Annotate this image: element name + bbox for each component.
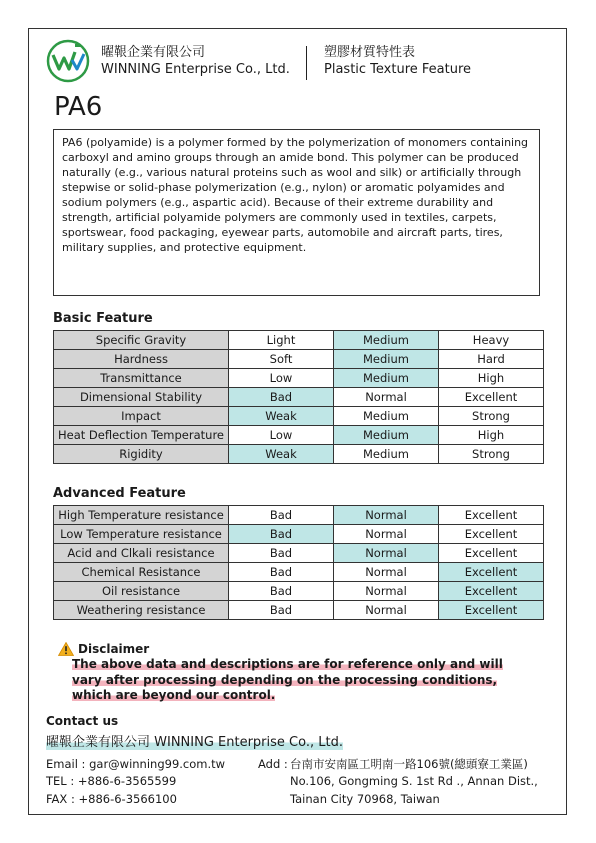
feature-option: High <box>439 369 544 388</box>
feature-row <box>54 369 544 388</box>
feature-option-selected: Weak <box>229 445 334 464</box>
feature-label: Rigidity <box>54 445 229 464</box>
feature-label: Weathering resistance <box>54 601 229 620</box>
feature-row <box>54 563 544 582</box>
feature-option: Excellent <box>439 506 544 525</box>
material-name: PA6 <box>54 92 103 122</box>
feature-option: Normal <box>334 525 439 544</box>
feature-option: Normal <box>334 601 439 620</box>
contact-address-line1: 台南市安南區工明南一路106號(總頭寮工業區) <box>290 757 528 771</box>
feature-option-selected: Excellent <box>439 563 544 582</box>
feature-option-selected: Excellent <box>439 601 544 620</box>
company-name-zh: 曜鞎企業有限公司 <box>101 45 206 60</box>
basic-feature-table <box>53 330 544 464</box>
disclaimer-title: Disclaimer <box>78 642 150 656</box>
feature-option: Bad <box>229 582 334 601</box>
contact-tel[interactable]: TEL : +886-6-3565599 <box>46 774 177 788</box>
feature-option: Low <box>229 369 334 388</box>
feature-label: Low Temperature resistance <box>54 525 229 544</box>
feature-option: Medium <box>334 407 439 426</box>
feature-row <box>54 445 544 464</box>
feature-row <box>54 582 544 601</box>
feature-row <box>54 506 544 525</box>
doc-title-en: Plastic Texture Feature <box>324 62 472 77</box>
feature-label: Hardness <box>54 350 229 369</box>
feature-row <box>54 525 544 544</box>
feature-label: Chemical Resistance <box>54 563 229 582</box>
feature-row <box>54 331 544 350</box>
contact-fax: FAX : +886-6-3566100 <box>46 792 177 806</box>
feature-option: Bad <box>229 544 334 563</box>
feature-option-selected: Weak <box>229 407 334 426</box>
basic-feature-title: Basic Feature <box>53 311 153 326</box>
feature-option: Medium <box>334 445 439 464</box>
contact-address-line3: Tainan City 70968, Taiwan <box>290 792 440 806</box>
disclaimer-text-block <box>72 657 522 704</box>
feature-option: Heavy <box>439 331 544 350</box>
feature-label: Transmittance <box>54 369 229 388</box>
contact-title: Contact us <box>46 714 119 728</box>
feature-option: Strong <box>439 445 544 464</box>
feature-label: Specific Gravity <box>54 331 229 350</box>
advanced-feature-title: Advanced Feature <box>53 486 186 501</box>
feature-label: Impact <box>54 407 229 426</box>
feature-option: Soft <box>229 350 334 369</box>
feature-label: Acid and Clkali resistance <box>54 544 229 563</box>
contact-address-line2: No.106, Gongming S. 1st Rd ., Annan Dist., <box>290 774 538 788</box>
feature-option-selected: Medium <box>334 350 439 369</box>
feature-option: Normal <box>334 582 439 601</box>
header-divider <box>306 46 307 80</box>
feature-option: Normal <box>334 563 439 582</box>
feature-option: Excellent <box>439 525 544 544</box>
feature-option: Normal <box>334 388 439 407</box>
feature-option: Hard <box>439 350 544 369</box>
contact-email[interactable]: Email : gar@winning99.com.tw <box>46 757 226 771</box>
advanced-feature-table <box>53 505 544 620</box>
feature-option: Bad <box>229 601 334 620</box>
feature-option: Low <box>229 426 334 445</box>
feature-row <box>54 544 544 563</box>
feature-option-selected: Normal <box>334 506 439 525</box>
disclaimer-text: The above data and descriptions are for reference only and will vary after processing depending on the processing conditions, which are beyond our control. <box>72 657 503 702</box>
feature-row <box>54 350 544 369</box>
feature-option-selected: Normal <box>334 544 439 563</box>
contact-company: 曜鞎企業有限公司 WINNING Enterprise Co., Ltd. <box>46 735 343 750</box>
feature-option: Bad <box>229 506 334 525</box>
feature-option-selected: Medium <box>334 331 439 350</box>
feature-option: Light <box>229 331 334 350</box>
feature-row <box>54 388 544 407</box>
feature-option-selected: Bad <box>229 525 334 544</box>
feature-option-selected: Medium <box>334 369 439 388</box>
feature-option: Excellent <box>439 544 544 563</box>
feature-option: Strong <box>439 407 544 426</box>
feature-option: Bad <box>229 563 334 582</box>
company-logo <box>45 38 91 84</box>
feature-option-selected: Excellent <box>439 582 544 601</box>
feature-label: Oil resistance <box>54 582 229 601</box>
feature-label: High Temperature resistance <box>54 506 229 525</box>
company-name-en: WINNING Enterprise Co., Ltd. <box>101 62 290 77</box>
feature-option-selected: Bad <box>229 388 334 407</box>
description-text: PA6 (polyamide) is a polymer formed by the polymerization of monomers containing carboxyl and amino groups through an amide bond. This polymer can be produced naturally (e.g., various natural proteins such as wool and silk) or artificially through stepwise or solid-phase polymerization (e.g., nylon) or aromatic polyamides and sodium polymers (e.g., aspartic acid). Because of their extreme durability and strength, artificial polyamide polymers are commonly used in textiles, carpets, sportswear, food packaging, eyewear parts, automobile and aircraft parts, tires, military supplies, and protective equipment. <box>62 136 529 254</box>
feature-row <box>54 601 544 620</box>
feature-label: Dimensional Stability <box>54 388 229 407</box>
contact-company-block <box>46 735 343 751</box>
feature-label: Heat Deflection Temperature <box>54 426 229 445</box>
feature-row <box>54 426 544 445</box>
doc-title-zh: 塑膠材質特性表 <box>324 45 416 60</box>
contact-address-label: Add : <box>258 757 288 771</box>
feature-option-selected: Medium <box>334 426 439 445</box>
feature-option: High <box>439 426 544 445</box>
warning-icon <box>58 642 74 656</box>
feature-row <box>54 407 544 426</box>
feature-option: Excellent <box>439 388 544 407</box>
description-box <box>53 129 540 296</box>
